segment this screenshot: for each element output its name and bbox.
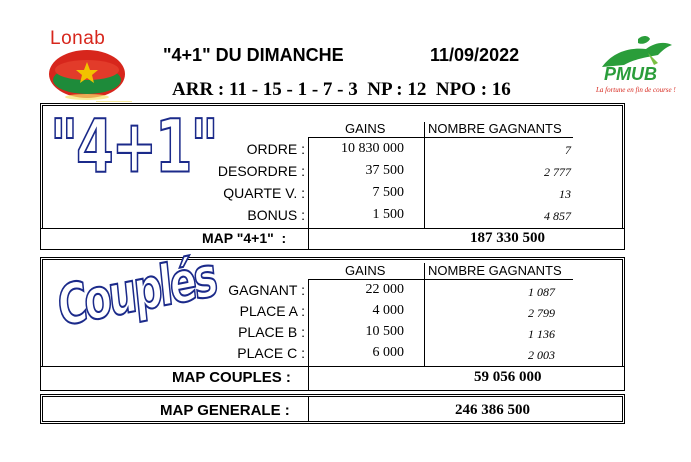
arrival-line: ARR : 11 - 15 - 1 - 7 - 3 NP : 12 NPO : 16 [172,79,511,100]
row-label: DESORDRE : [217,163,305,179]
row-count: 2 777 [544,165,571,179]
map-couples-label: MAP COUPLES : [172,369,291,386]
row-count: 2 799 [528,306,555,320]
col-sep-1b [424,122,425,228]
row-count: 13 [559,187,571,201]
pmub-logo [588,33,684,95]
row-label: QUARTE V. : [223,185,305,201]
row-gain: 6 000 [372,345,404,360]
row-label: PLACE B : [238,324,305,340]
map-generale-value: 246 386 500 [455,402,530,418]
col-header-gains-2: GAINS [345,263,386,278]
draw-date: 11/09/2022 [430,45,520,65]
map-sep-2 [308,366,309,390]
col-header-gains-1: GAINS [345,121,386,136]
header-underline-1 [308,137,573,138]
row-gain: 22 000 [365,282,404,297]
pmub-wordmark: PMUB [604,64,657,84]
map-sep-1 [308,228,309,249]
map-row-top-2 [40,366,625,367]
map-row-top-1 [40,228,625,229]
map-4plus1-label: MAP "4+1" : [202,230,287,246]
row-label: PLACE C : [237,345,305,361]
header-divider [96,101,132,102]
row-count: 7 [565,143,571,157]
row-count: 4 857 [544,209,571,223]
row-count: 1 087 [528,285,555,299]
page-title: "4+1" DU DIMANCHE [163,45,344,65]
row-label: BONUS : [247,207,305,223]
col-header-gagnants-2: NOMBRE GAGNANTS [428,263,562,278]
row-gain: 10 830 000 [341,141,404,156]
pmub-tagline: La fortune en fin de course ! [596,86,676,94]
map-sep-3 [308,396,309,422]
col-header-gagnants-1: NOMBRE GAGNANTS [428,121,562,136]
map-generale-label: MAP GENERALE : [160,402,290,419]
map-couples-value: 59 056 000 [474,369,542,385]
map-generale-inner [42,396,623,422]
header-underline-2 [308,279,573,280]
row-label: GAGNANT : [228,282,305,298]
section-couples-big-label: Couplés [55,245,218,340]
lonab-wordmark: Lonab [50,28,106,49]
row-count: 1 136 [528,327,555,341]
row-count: 2 003 [528,348,555,362]
row-gain: 37 500 [365,163,404,178]
row-gain: 7 500 [372,185,404,200]
row-gain: 4 000 [372,303,404,318]
section-4plus1-big-label: "4+1" [50,104,217,190]
row-gain: 1 500 [372,207,404,222]
map-4plus1-value: 187 330 500 [470,230,545,246]
row-gain: 10 500 [365,324,404,339]
row-label: ORDRE : [246,141,305,157]
row-label: PLACE A : [239,303,305,319]
lonab-logo [44,30,130,102]
